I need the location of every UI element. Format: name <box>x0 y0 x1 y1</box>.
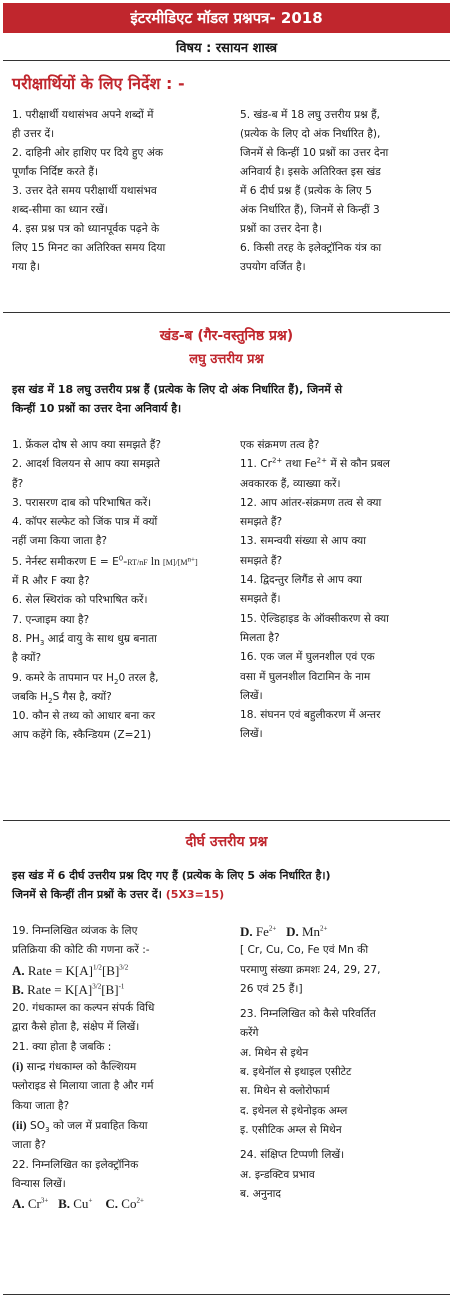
question-text: SO <box>26 1119 46 1132</box>
question-line: स. मिथेन से क्लोरोफार्म <box>240 1085 330 1098</box>
question-line: परमाणु संख्या क्रमशः 24, 29, 27, <box>240 963 381 976</box>
question-text: S गैस है, क्यों? <box>52 690 112 703</box>
instruction-line: 3. उत्तर देते समय परीक्षार्थी यथासंभव <box>12 185 157 197</box>
instruction-line: उपयोग वर्जित है। <box>240 261 306 273</box>
option-label: B. <box>58 1196 71 1212</box>
short-questions-right <box>240 436 448 745</box>
question-text: 8. PH <box>12 632 40 645</box>
instructions-right-column <box>240 106 445 277</box>
ion: Cr <box>24 1196 41 1212</box>
short-questions-left <box>12 436 232 746</box>
long-questions-right <box>240 922 448 1204</box>
option-label: A. <box>12 962 25 978</box>
section-b-intro <box>12 380 442 418</box>
question-line: आप कहेंगे कि, स्कैन्डियम (Z=21) <box>12 729 152 742</box>
instruction-line: 2. दाहिनी ओर हाशिए पर दिये हुए अंक <box>12 147 163 159</box>
question-line: 11. $Cr^{2+}$ तथा $Fe^{2+}$ में से कौन प्रबल <box>240 456 390 471</box>
question-line: जाता है? <box>12 1139 47 1152</box>
question-line: द्वारा कैसे होता है, संक्षेप में लिखें। <box>12 1021 140 1034</box>
question-line: 16. एक जल में घुलनशील एवं एक <box>240 651 375 664</box>
sub-question-label: (i) <box>12 1059 24 1074</box>
question-line: अ. मिथेन से इथेन <box>240 1046 309 1059</box>
question-line: अवकारक हैं, व्याख्या करें। <box>240 477 341 490</box>
question-line: इ. एसीटिक अम्ल से मिथेन <box>240 1123 342 1136</box>
question-line: 13. समन्वयी संख्या से आप क्या <box>240 535 366 548</box>
question-line: 26 एवं 25 हैं।] <box>240 982 303 995</box>
option-label: D. <box>286 924 299 939</box>
question-line: 7. एन्जाइम क्या है? <box>12 613 90 626</box>
question-text: सान्द्र गंधकाम्ल को कैल्शियम <box>23 1061 137 1074</box>
option-label: C. <box>105 1196 119 1212</box>
instructions-heading: परीक्षार्थियों के लिए निर्देश : - <box>12 74 185 93</box>
question-line: 10. कौन से तथ्य को आधार बना कर <box>12 710 156 723</box>
section-b-subtitle: लघु उत्तरीय प्रश्न <box>189 352 264 367</box>
question-line: किया जाता है? <box>12 1099 70 1112</box>
question-line: समझते हैं। <box>240 593 281 606</box>
question-line: है क्यों? <box>12 652 42 665</box>
question-line: वसा में घुलनशील विटामिन के नाम <box>240 670 371 683</box>
option-label: A. <box>12 1196 25 1212</box>
option-label: B. <box>12 981 24 997</box>
question-line: 14. द्विदन्तुर लिगैंड से आप क्या <box>240 574 362 587</box>
instruction-line: जिनमें से किन्हीं 10 प्रश्नों का उत्तर देना <box>240 147 389 159</box>
divider <box>3 820 450 821</box>
question-line: एक संक्रमण तत्व है? <box>240 439 320 451</box>
instruction-line: 4. इस प्रश्न पत्र को ध्यानपूर्वक पढ़ने के <box>12 223 160 235</box>
question-line: (ii) $SO_3$ को जल में प्रवाहित किया <box>12 1117 148 1135</box>
long-questions-left <box>12 922 232 1213</box>
question-text: में से कौन प्रबल <box>326 458 390 471</box>
ion: Cu <box>70 1196 89 1212</box>
question-line: करेंगे <box>240 1027 259 1040</box>
intro-text: जिनमें से किन्हीं तीन प्रश्नों के उत्तर दें। <box>12 888 162 901</box>
question-line: 2. आदर्श विलयन से आप क्या समझते <box>12 458 160 471</box>
intro-line: इस खंड में 6 दीर्घ उत्तरीय प्रश्न दिए गए हैं (प्रत्येक के लिए 5 अंक निर्धारित है।) <box>12 869 331 882</box>
question-line: फ्लोराइड से मिलाया जाता है और गर्म <box>12 1080 154 1093</box>
question-line: ब. इथेनॉल से इथाइल एसीटेट <box>240 1066 352 1079</box>
question-line: A. Rate = $K[A]^{1/2}[B]^{3/2}$ <box>12 962 129 978</box>
question-line: ब. अनुनाद <box>240 1187 282 1200</box>
question-line: 20. गंधकाम्ल का कल्पन संपर्क विधि <box>12 1002 155 1015</box>
question-line: प्रतिक्रिया की कोटि की गणना करें :- <box>12 944 150 957</box>
instructions-left-column <box>12 106 217 277</box>
instruction-line: अंक निर्धारित हैं), जिनमें से किन्हीं 3 <box>240 204 380 216</box>
question-line: 18. संघनन एवं बहुलीकरण में अन्तर <box>240 709 381 722</box>
question-line: समझते हैं? <box>240 516 283 529</box>
instruction-line: में 6 दीर्घ प्रश्न हैं (प्रत्येक के लिए 5 <box>240 185 372 197</box>
question-line: द. इथेनल से इथेनोइक अम्ल <box>240 1104 348 1117</box>
question-line: 5. नेर्नस्ट समीकरण $E = E^0-RT/nF$ $\ln [M]/[M^{n+}]$ <box>12 553 198 568</box>
intro-line: किन्हीं 10 प्रश्नों का उत्तर देना अनिवार्य है। <box>12 402 182 415</box>
option-label: D. <box>240 924 253 939</box>
question-line: 1. फ्रेंकल दोष से आप क्या समझते हैं? <box>12 439 162 451</box>
question-text: 0 तरल है, <box>118 671 159 684</box>
question-text: तथा Fe <box>282 458 317 471</box>
instruction-line: प्रश्नों का उत्तर देना है। <box>240 223 322 235</box>
question-line: विन्यास लिखें। <box>12 1177 66 1190</box>
question-text: 5. नेर्नस्ट समीकरण E = E <box>12 555 119 568</box>
divider <box>3 1294 450 1295</box>
question-text: जबकि H <box>12 690 49 703</box>
divider <box>3 60 450 61</box>
instruction-line: 1. परीक्षार्थी यथासंभव अपने शब्दों में <box>12 109 154 121</box>
rate-expression: Rate = K[A] <box>24 962 93 978</box>
question-line: 15. ऐल्डिहाइड के ऑक्सीकरण से क्या <box>240 612 389 625</box>
question-line: 22. निम्नलिखित का इलेक्ट्रॉनिक <box>12 1158 139 1171</box>
intro-line <box>12 885 442 904</box>
question-line: 9. कमरे के तापमान पर $H_20$ तरल है, <box>12 671 159 686</box>
long-section-intro <box>12 866 442 904</box>
question-line: 24. संक्षिप्त टिप्पणी लिखें। <box>240 1149 345 1162</box>
question-line: 21. क्या होता है जबकि : <box>12 1040 112 1053</box>
question-text: 9. कमरे के तापमान पर H <box>12 671 114 684</box>
question-text: 11. Cr <box>240 458 272 471</box>
ion: Mn <box>298 924 321 939</box>
section-b-title: खंड-ब (गैर-वस्तुनिष्ठ प्रश्न) <box>159 328 294 344</box>
question-line: 4. कॉपर सल्फेट को जिंक पात्र में क्यों <box>12 516 158 529</box>
question-line: मिलता है? <box>240 631 280 644</box>
question-line: लिखें। <box>240 689 263 702</box>
instruction-line: शब्द-सीमा का ध्यान रखें। <box>12 204 108 216</box>
instruction-line: अनिवार्य है। इसके अतिरिक्त इस खंड <box>240 166 381 178</box>
question-line: समझते हैं? <box>240 554 283 567</box>
question-line: A. $Cr^{3+}$ B. Cu+ C. $Co^{2+}$ <box>12 1196 144 1212</box>
question-line: 19. निम्नलिखित व्यंजक के लिए <box>12 925 138 937</box>
paper-title: इंटरमीडिएट मॉडल प्रश्नपत्र- 2018 <box>3 3 450 33</box>
question-line: लिखें। <box>240 728 263 741</box>
question-line: 3. परासरण दाब को परिभाषित करें। <box>12 496 152 509</box>
question-line: अ. इन्डक्टिव प्रभाव <box>240 1168 315 1181</box>
sub-question-label: (ii) <box>12 1117 27 1132</box>
question-line: हैं? <box>12 477 24 490</box>
instruction-line: पूर्णांक निर्दिष्ट करते हैं। <box>12 166 98 178</box>
intro-line: इस खंड में 18 लघु उत्तरीय प्रश्न हैं (प्रत्येक के लिए दो अंक निर्धारित हैं), जिनमें से <box>12 383 343 396</box>
instruction-line: लिए 15 मिनट का अतिरिक्त समय दिया <box>12 242 166 254</box>
instruction-line: गया है। <box>12 261 40 273</box>
question-line: 23. निम्नलिखित को कैसे परिवर्तित <box>240 1008 376 1021</box>
question-line: 12. आप आंतर-संक्रमण तत्व से क्या <box>240 496 382 509</box>
marks-note: (5X3=15) <box>165 888 225 901</box>
question-line: [ Cr, Cu, Co, Fe एवं Mn की <box>240 944 369 957</box>
ion: Co <box>118 1196 137 1212</box>
question-line: 8. $PH_3$ आर्द्र वायु के साथ धुम्र बनाता <box>12 632 157 648</box>
divider <box>3 312 450 313</box>
instruction-line: 5. खंड-ब में 18 लघु उत्तरीय प्रश्न हैं, <box>240 109 380 121</box>
question-line <box>12 1057 232 1077</box>
subject-line: विषय : रसायन शास्त्र <box>175 41 278 56</box>
question-line: में R और F क्या है? <box>12 575 90 588</box>
long-section-title: दीर्घ उत्तरीय प्रश्न <box>185 834 268 850</box>
question-line: 6. सेल स्थिरांक को परिभाषित करें। <box>12 594 148 607</box>
instruction-line: ही उत्तर दें। <box>12 128 55 140</box>
question-line: नहीं जमा किया जाता है? <box>12 535 108 548</box>
question-text: को जल में प्रवाहित किया <box>49 1119 148 1132</box>
ion: Fe <box>252 924 269 939</box>
question-line: B. Rate = $K[A]^{3/2}[B]^{-1}$ <box>12 981 125 997</box>
question-line: D. $Fe^{2+}$ D. $Mn^{2+}$ <box>240 924 328 939</box>
rate-expression: Rate = K[A] <box>23 981 93 997</box>
instruction-line: 6. किसी तरह के इलेक्ट्रॉनिक यंत्र का <box>240 242 382 254</box>
question-text: आर्द्र वायु के साथ धुम्र बनाता <box>44 632 157 645</box>
question-line: जबकि $H_2S$ गैस है, क्यों? <box>12 690 112 705</box>
instruction-line: (प्रत्येक के लिए दो अंक निर्धारित है), <box>240 128 381 140</box>
